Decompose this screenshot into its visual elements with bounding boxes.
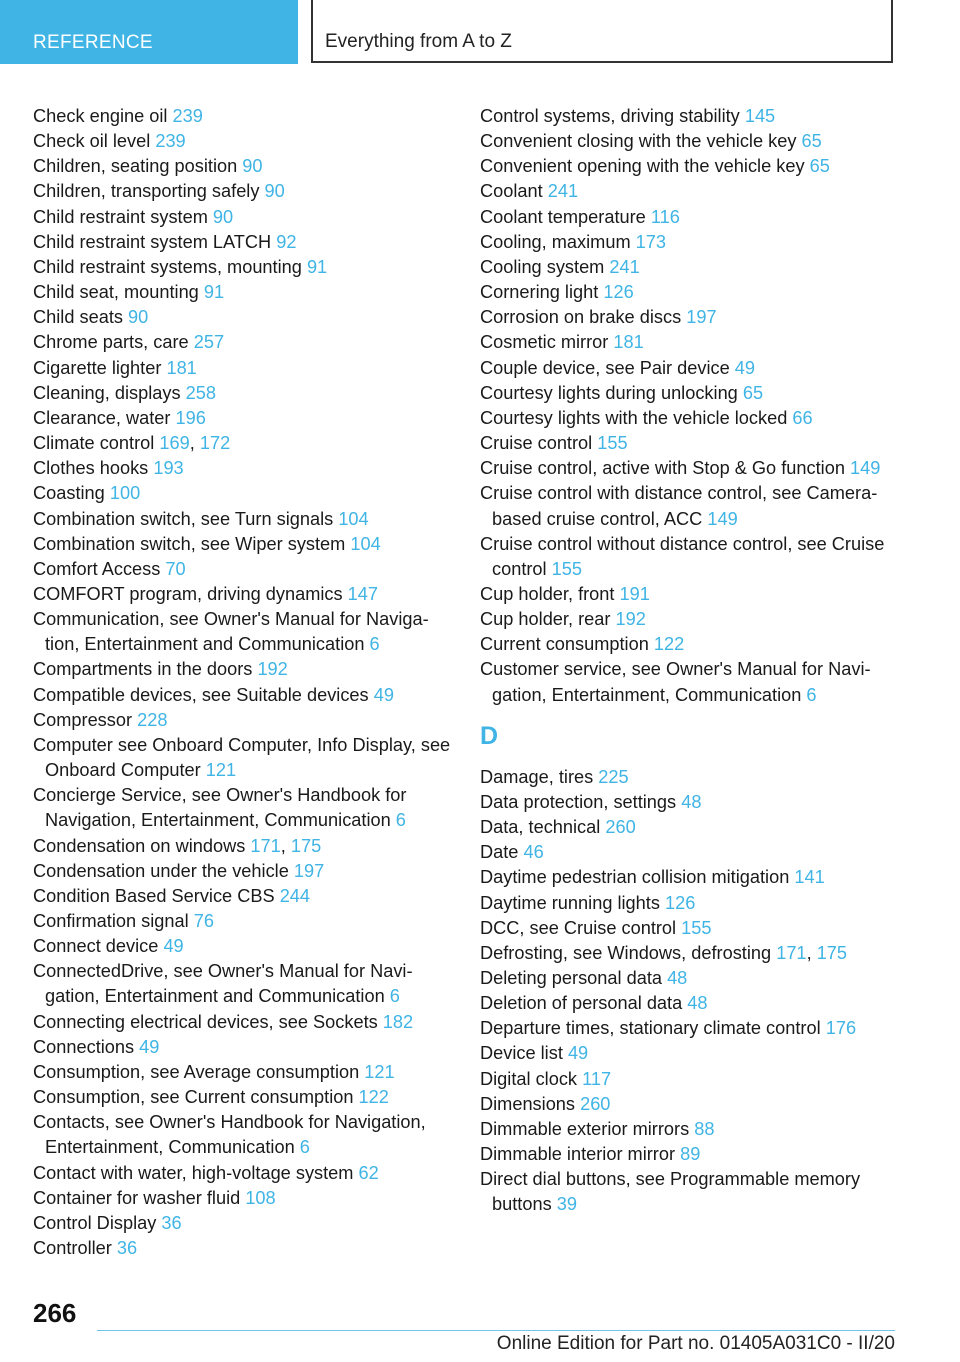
entry-term: Cruise control with distance control, see Camera-based cruise control, ACC [480, 483, 878, 529]
entry-term: Cleaning, displays [33, 382, 181, 403]
page-link[interactable]: 193 [153, 458, 184, 479]
page-link[interactable]: 225 [598, 766, 629, 787]
page-link[interactable]: 126 [665, 892, 696, 913]
index-entry [33, 205, 453, 230]
page-link[interactable]: 91 [306, 256, 328, 277]
index-entry [33, 1010, 453, 1035]
index-entry [480, 1067, 900, 1092]
entry-term: Dimensions [480, 1093, 576, 1114]
entry-term: Children, seating position [33, 156, 238, 177]
page-link[interactable]: 92 [276, 231, 297, 252]
page-link[interactable]: 65 [742, 382, 764, 403]
page-link[interactable]: 48 [681, 791, 702, 812]
index-entry [33, 909, 453, 934]
page-link[interactable]: 192 [257, 659, 288, 680]
page-link[interactable]: 171 [776, 942, 807, 963]
page-link[interactable]: 90 [264, 181, 285, 202]
entry-term: Daytime running lights [480, 892, 660, 913]
page-link[interactable]: 90 [128, 307, 149, 328]
entry-term: Connect device [33, 936, 159, 957]
entry-term: Concierge Service, see Owner's Handbook for Navigation, Entertainment, Communication [33, 785, 407, 831]
entry-term: Child restraint systems, mounting [33, 256, 302, 277]
page-link[interactable]: 191 [619, 583, 650, 604]
entry-term: Cooling system [480, 256, 605, 277]
index-entry [480, 381, 900, 406]
page-link[interactable]: 241 [547, 181, 579, 202]
index-entry [33, 859, 453, 884]
page-link[interactable]: 192 [615, 609, 646, 630]
index-entry [480, 1041, 900, 1066]
page-link[interactable]: 239 [172, 106, 203, 126]
index-entry [480, 179, 900, 204]
index-entry [33, 557, 453, 582]
index-entry [33, 280, 453, 305]
entry-term: Controller [33, 1238, 112, 1259]
index-entry [33, 356, 453, 381]
index-entry [480, 1117, 900, 1142]
index-entry [480, 1142, 900, 1167]
section-tab [0, 0, 298, 64]
index-entry [480, 305, 900, 330]
section-label: REFERENCE [33, 32, 153, 53]
index-entry [33, 456, 453, 481]
page-link[interactable]: 239 [155, 131, 186, 152]
entry-term: Comfort Access [33, 558, 161, 579]
index-entry [480, 582, 900, 607]
entry-term: Date [480, 842, 519, 863]
entry-term: Control systems, driving stability [480, 106, 740, 126]
page-link[interactable]: 76 [193, 911, 214, 931]
entry-term: Child seats [33, 307, 123, 328]
index-entry [480, 230, 900, 255]
index-entry [33, 657, 453, 682]
entry-term: ConnectedDrive, see Owner's Manual for Navigation, Entertainment and Communication [33, 961, 413, 1007]
page-link[interactable]: 90 [212, 206, 234, 227]
page-link[interactable]: 90 [242, 156, 263, 177]
entry-term: Compartments in the doors [33, 659, 253, 680]
entry-term: Coasting [33, 483, 105, 504]
entry-term: Clothes hooks [33, 458, 149, 479]
index-entry [480, 456, 900, 481]
index-entry: Condensation on windows 171, 175 [33, 835, 322, 856]
index-entry [33, 104, 453, 129]
index-entry [33, 607, 453, 657]
page-link[interactable]: 65 [809, 156, 830, 177]
entry-term: Current consumption [480, 634, 649, 655]
entry-term: Damage, tires [480, 766, 594, 787]
page-link[interactable]: 49 [567, 1043, 589, 1064]
page-link[interactable]: 260 [580, 1093, 611, 1114]
index-entry [480, 104, 900, 129]
index-entry [33, 1110, 453, 1160]
entry-term: Combination switch, see Wiper system [33, 533, 346, 554]
entry-term: Confirmation signal [33, 911, 189, 931]
entry-term: Control Display [33, 1212, 157, 1233]
page-link[interactable]: 39 [556, 1194, 577, 1215]
page-link[interactable]: 258 [185, 382, 217, 403]
page-link[interactable]: 196 [175, 407, 206, 428]
page-link[interactable]: 241 [609, 256, 640, 277]
footer-divider [97, 1330, 895, 1331]
index-entry [33, 154, 453, 179]
index-entry [33, 255, 453, 280]
index-entry: Defrosting, see Windows, defrosting 171, 175 [480, 942, 848, 963]
index-entry [33, 1060, 453, 1085]
index-entry [480, 891, 900, 916]
page-link[interactable]: 6 [806, 684, 817, 705]
page-link[interactable]: 172 [199, 433, 231, 454]
index-entry [480, 532, 900, 582]
page-number: 266 [33, 1298, 77, 1328]
index-entry [33, 406, 453, 431]
entry-term: Consumption, see Current consumption [33, 1087, 354, 1108]
entry-term: Cruise control [480, 433, 593, 454]
index-entry [33, 959, 453, 1009]
entry-term: Contacts, see Owner's Handbook for Navigation, Entertainment, Communication [33, 1112, 426, 1158]
entry-term: Coolant [480, 181, 543, 202]
chapter-header [311, 0, 893, 63]
index-entry [33, 179, 453, 204]
page-link[interactable]: 228 [137, 709, 168, 730]
index-entry [33, 1236, 453, 1261]
entry-term: Contact with water, high-voltage system [33, 1162, 354, 1183]
page-link[interactable]: 145 [744, 106, 776, 126]
page-link[interactable]: 171 [250, 835, 281, 856]
index-entry [33, 129, 453, 154]
entry-term: Container for washer fluid [33, 1187, 241, 1208]
entry-term: Cup holder, front [480, 583, 615, 604]
page-link[interactable]: 197 [293, 860, 325, 881]
index-entry [480, 129, 900, 154]
page-link[interactable]: 46 [523, 842, 544, 863]
page-link[interactable]: 175 [290, 835, 322, 856]
entry-term: Digital clock [480, 1068, 578, 1089]
index-entry [480, 255, 900, 280]
entry-term: Climate control [33, 433, 155, 454]
entry-term: Cruise control, active with Stop & Go function [480, 458, 845, 479]
page-link[interactable]: 126 [603, 282, 634, 303]
index-entry [33, 708, 453, 733]
index-entry [480, 765, 900, 790]
index-entry [33, 330, 453, 355]
entry-term: Couple device, see Pair device [480, 357, 730, 378]
index-entry [480, 607, 900, 632]
entry-term: Direct dial buttons, see Programmable memory buttons [480, 1169, 861, 1215]
entry-term: Deletion of personal data [480, 993, 683, 1014]
page-link[interactable]: 176 [825, 1018, 857, 1039]
section-letter: D [480, 721, 499, 750]
page-link[interactable]: 181 [613, 332, 644, 353]
index-entry [33, 783, 453, 833]
entry-term: Computer see Onboard Computer, Info Display, see Onboard Computer [33, 734, 451, 781]
chapter-title: Everything from A to Z [325, 31, 512, 52]
index-entry [33, 507, 453, 532]
page-link[interactable]: 36 [116, 1238, 138, 1259]
page-link[interactable]: 260 [605, 817, 636, 838]
index-entry [480, 205, 900, 230]
index-entry [480, 1092, 900, 1117]
index-entry [33, 1035, 453, 1060]
entry-term: Consumption, see Average consumption [33, 1061, 360, 1082]
index-column-right [480, 104, 900, 1218]
page-link[interactable]: 122 [653, 634, 685, 655]
page-link[interactable]: 6 [395, 810, 406, 831]
page-link[interactable]: 6 [369, 634, 380, 655]
page-link[interactable]: 48 [667, 968, 688, 988]
entry-term: DCC, see Cruise control [480, 917, 677, 938]
entry-term: Cooling, maximum [480, 231, 631, 252]
page-link[interactable]: 122 [358, 1087, 389, 1108]
index-entry [480, 790, 900, 815]
page-link[interactable]: 121 [364, 1061, 395, 1082]
entry-term: Connecting electrical devices, see Sockets [33, 1011, 378, 1032]
entry-term: Cruise control without distance control, see Cruise control [480, 533, 885, 579]
entry-term: Check engine oil [33, 106, 168, 126]
index-entry [480, 815, 900, 840]
page-link[interactable]: 49 [734, 357, 756, 378]
page-link[interactable]: 155 [551, 558, 583, 579]
page-link[interactable]: 155 [681, 917, 712, 938]
page-link[interactable]: 175 [816, 942, 848, 963]
index-entry [33, 733, 453, 783]
page-link[interactable]: 173 [635, 231, 667, 252]
index-column-left [33, 104, 453, 1261]
entry-term: Corrosion on brake discs [480, 307, 682, 328]
page-link[interactable]: 104 [350, 533, 381, 554]
entry-term: Child restraint system LATCH [33, 231, 272, 252]
page-link[interactable]: 36 [161, 1212, 182, 1233]
index-entry [480, 1016, 900, 1041]
entry-term: Cornering light [480, 282, 599, 303]
index-entry [480, 632, 900, 657]
entry-term: Coolant temperature [480, 206, 646, 227]
index-entry [33, 934, 453, 959]
page-link[interactable]: 48 [687, 993, 708, 1014]
index-entry [33, 884, 453, 909]
entry-term: Combination switch, see Turn signals [33, 508, 334, 529]
page-link[interactable]: 100 [109, 483, 141, 504]
page-link[interactable]: 89 [680, 1144, 701, 1165]
index-entry [480, 330, 900, 355]
entry-term: Courtesy lights during unlocking [480, 382, 738, 403]
index-entry [33, 1211, 453, 1236]
index-entry [480, 1167, 900, 1217]
entry-term: Deleting personal data [480, 968, 662, 988]
page-link[interactable]: 62 [358, 1162, 379, 1183]
entry-term: Connections [33, 1036, 135, 1057]
index-entry [480, 481, 900, 531]
index-entry [33, 532, 453, 557]
index-entry [480, 966, 900, 991]
entry-term: Compatible devices, see Suitable devices [33, 684, 369, 705]
entry-term: Condensation on windows [33, 835, 246, 856]
entry-term: Courtesy lights with the vehicle locked [480, 407, 788, 428]
entry-term: Device list [480, 1043, 563, 1064]
index-entry [480, 916, 900, 941]
page-link[interactable]: 108 [245, 1187, 276, 1208]
index-entry [33, 381, 453, 406]
entry-term: Data, technical [480, 817, 601, 838]
index-entry [33, 683, 453, 708]
entry-term: Defrosting, see Windows, defrosting [480, 942, 772, 963]
entry-term: Convenient closing with the vehicle key [480, 131, 797, 152]
index-entry [33, 582, 453, 607]
entry-term: Convenient opening with the vehicle key [480, 156, 805, 177]
entry-term: Clearance, water [33, 407, 171, 428]
index-entry [480, 406, 900, 431]
page-link[interactable]: 169 [159, 433, 190, 454]
page-link[interactable]: 116 [650, 206, 680, 227]
page-link[interactable]: 155 [597, 433, 628, 454]
entry-term: Compressor [33, 709, 133, 730]
entry-term: Dimmable interior mirror [480, 1144, 676, 1165]
page-link[interactable]: 147 [347, 583, 379, 604]
page-link[interactable]: 6 [389, 986, 400, 1007]
index-entry [33, 1161, 453, 1186]
page-link[interactable]: 6 [299, 1137, 310, 1158]
page-link[interactable]: 91 [203, 282, 225, 303]
page-link[interactable]: 65 [801, 131, 822, 152]
entry-term: Cigarette lighter [33, 357, 162, 378]
entry-term: Condition Based Service CBS [33, 885, 275, 906]
page-link[interactable]: 257 [193, 332, 225, 353]
index-entry [33, 230, 453, 255]
index-entry [480, 991, 900, 1016]
index-entry [480, 280, 900, 305]
entry-term: Cup holder, rear [480, 609, 611, 630]
page-link[interactable]: 49 [163, 936, 184, 957]
entry-term: Cosmetic mirror [480, 332, 609, 353]
index-entry [33, 305, 453, 330]
page-link[interactable]: 149 [850, 458, 881, 479]
page-link[interactable]: 197 [686, 307, 717, 328]
entry-term: Dimmable exterior mirrors [480, 1118, 690, 1139]
entry-term: Customer service, see Owner's Manual for Navigation, Entertainment, Communication [480, 659, 871, 705]
page-link[interactable]: 49 [373, 684, 394, 705]
page-link[interactable]: 88 [694, 1118, 715, 1139]
index-entry [33, 481, 453, 506]
page-link[interactable]: 121 [205, 760, 237, 781]
index-entry [33, 1085, 453, 1110]
entry-term: Daytime pedestrian collision mitigation [480, 867, 790, 888]
entry-term: Chrome parts, care [33, 332, 189, 353]
index-entry [480, 154, 900, 179]
entry-term: Children, transporting safely [33, 181, 260, 202]
page-link[interactable]: 141 [794, 867, 825, 888]
page-link[interactable]: 117 [582, 1068, 612, 1089]
index-entry [480, 431, 900, 456]
page-link[interactable]: 49 [139, 1036, 160, 1057]
page-link[interactable]: 181 [166, 357, 197, 378]
page-link[interactable]: 70 [165, 558, 186, 579]
page-link[interactable]: 182 [382, 1011, 414, 1032]
index-entry [33, 1186, 453, 1211]
entry-term: Condensation under the vehicle [33, 860, 289, 881]
entry-term: Communication, see Owner's Manual for Navigation, Entertainment and Communication [33, 609, 429, 655]
index-entry [480, 865, 900, 890]
index-entry [480, 840, 900, 865]
index-entry: Climate control 169, 172 [33, 433, 231, 454]
index-entry [480, 356, 900, 381]
page-link[interactable]: 149 [707, 508, 738, 529]
entry-term: Child restraint system [33, 206, 208, 227]
page-link[interactable]: 104 [338, 508, 369, 529]
entry-term: Child seat, mounting [33, 282, 199, 303]
entry-term: Check oil level [33, 131, 151, 152]
entry-term: Departure times, stationary climate control [480, 1018, 821, 1039]
footer-edition: Online Edition for Part no. 01405A031C0 - II/20 [496, 1333, 895, 1354]
entry-term: Data protection, settings [480, 791, 677, 812]
entry-term: COMFORT program, driving dynamics [33, 583, 343, 604]
page-link[interactable]: 66 [792, 407, 813, 428]
page-link[interactable]: 244 [279, 885, 311, 906]
index-entry [480, 657, 900, 707]
